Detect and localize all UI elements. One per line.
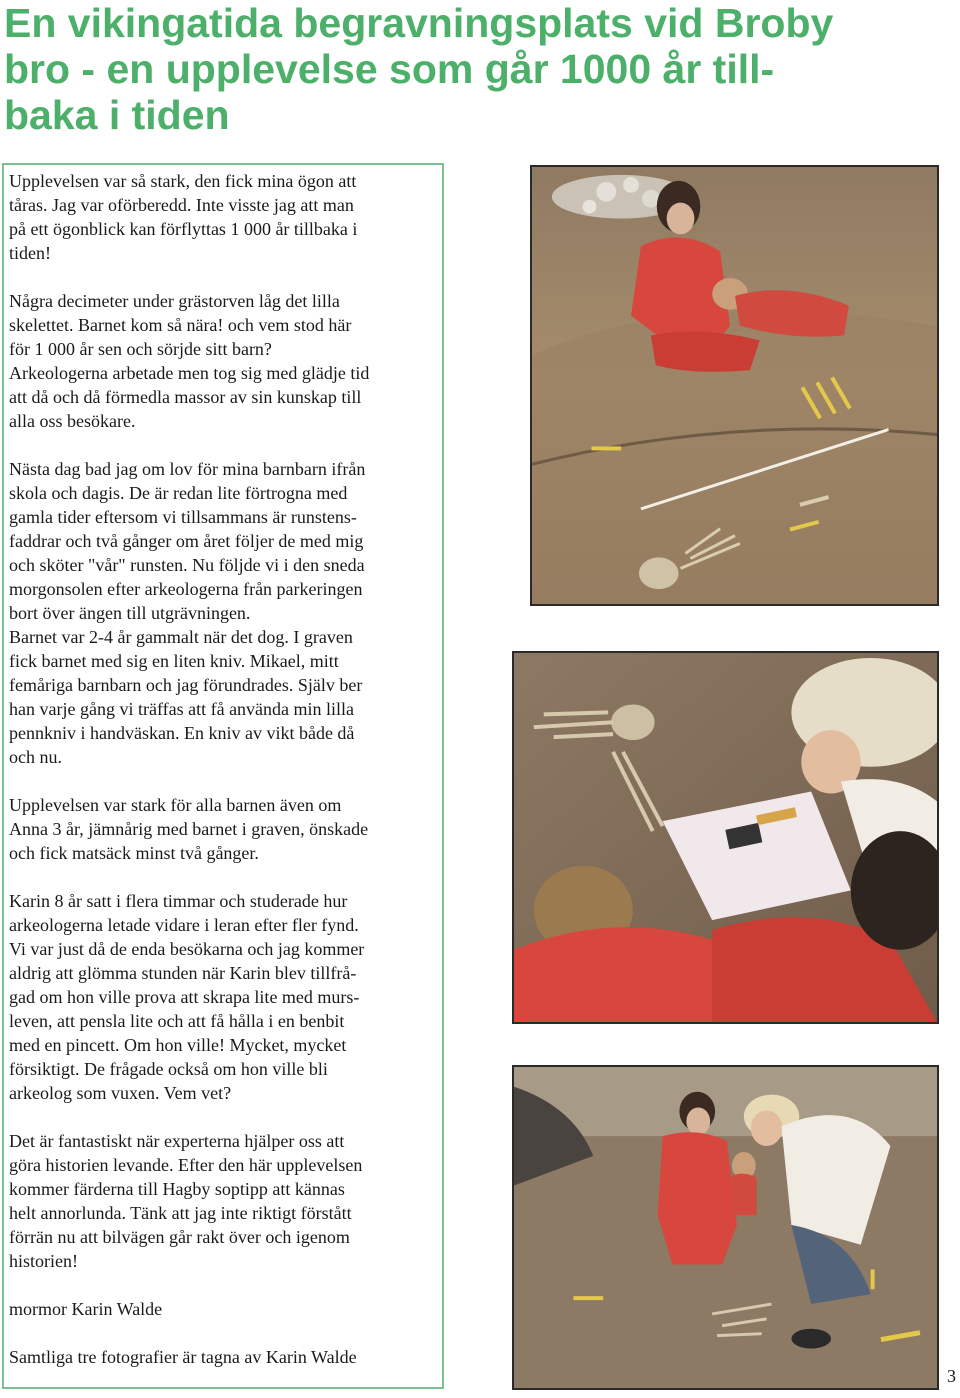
text-line: alla oss besökare. (9, 411, 136, 431)
text-line: gamla tider eftersom vi tillsammans är runstens- (9, 507, 357, 527)
text-line: arkeologerna letade vidare i leran efter fler fynd. (9, 915, 359, 935)
photo-girls-and-archaeologist (512, 1065, 939, 1390)
text-line: Karin 8 år satt i flera timmar och studerade hur (9, 891, 348, 911)
text-line: Vi var just då de enda besökarna och jag kommer (9, 939, 365, 959)
paragraph (9, 169, 439, 265)
text-line: tiden! (9, 243, 51, 263)
photo-image (514, 653, 937, 1022)
text-line: faddrar och två gånger om året följer de med mig (9, 531, 364, 551)
paragraph (9, 793, 439, 865)
title-line: baka i tiden (4, 92, 230, 138)
text-line: och fick matsäck minst två gånger. (9, 843, 259, 863)
photo-archaeologist-working (512, 651, 939, 1024)
photo-image (532, 167, 937, 604)
paragraph (9, 289, 439, 433)
paragraph (9, 889, 439, 1105)
photo-credit (9, 1345, 439, 1369)
text-line: Barnet var 2-4 år gammalt när det dog. I graven (9, 627, 353, 647)
text-line: pennkniv i handväskan. En kniv av vikt både då (9, 723, 355, 743)
text-line: morgonsolen efter arkeologerna från parkeringen (9, 579, 363, 599)
text-line: Anna 3 år, jämnårig med barnet i graven, önskade (9, 819, 369, 839)
paragraph (9, 457, 439, 769)
text-line: Samtliga tre fotografier är tagna av Karin Walde (9, 1347, 357, 1367)
text-line: Upplevelsen var stark för alla barnen även om (9, 795, 342, 815)
text-line: kommer färderna till Hagby soptipp att kännas (9, 1179, 345, 1199)
text-line: leven, att pensla lite och att få hålla i en benbit (9, 1011, 345, 1031)
text-line: historien! (9, 1251, 78, 1271)
text-line: på ett ögonblick kan förflyttas 1 000 år tillbaka i (9, 219, 358, 239)
title-line: En vikingatida begravningsplats vid Broby (4, 0, 834, 46)
text-line: mormor Karin Walde (9, 1299, 163, 1319)
text-line: Det är fantastiskt när experterna hjälper oss att (9, 1131, 345, 1151)
text-line: han varje gång vi träffas att få använda min lilla (9, 699, 355, 719)
title-line: bro - en upplevelse som går 1000 år till- (4, 46, 775, 92)
text-line: försiktigt. De frågade också om hon ville bli (9, 1059, 328, 1079)
text-line: Nästa dag bad jag om lov för mina barnbarn ifrån (9, 459, 366, 479)
text-line: att då och då förmedla massor av sin kunskap till (9, 387, 362, 407)
photo-image (514, 1067, 937, 1388)
article-body (9, 169, 439, 1393)
text-line: skelettet. Barnet kom så nära! och vem stod här (9, 315, 352, 335)
text-line: skola och dagis. De är redan lite förtrogna med (9, 483, 348, 503)
text-line: förrän nu att bilvägen går rakt över och igenom (9, 1227, 350, 1247)
text-line: Upplevelsen var så stark, den fick mina ögon att (9, 171, 357, 191)
text-line: för 1 000 år sen och sörjde sitt barn? (9, 339, 272, 359)
text-line: göra historien levande. Efter den här upplevelsen (9, 1155, 363, 1175)
text-line: arkeolog som vuxen. Vem vet? (9, 1083, 232, 1103)
text-line: fick barnet med sig en liten kniv. Mikael, mitt (9, 651, 339, 671)
text-line: med en pincett. Om hon ville! Mycket, mycket (9, 1035, 347, 1055)
text-line: helt annorlunda. Tänk att jag inte riktigt förstått (9, 1203, 352, 1223)
text-line: och nu. (9, 747, 62, 767)
text-line: aldrig att glömma stunden när Karin blev tillfrå- (9, 963, 357, 983)
article-title (4, 0, 954, 138)
signature (9, 1297, 439, 1321)
photo-children-at-grave (530, 165, 939, 606)
text-line: och sköter "vår" runsten. Nu följde vi i den sneda (9, 555, 365, 575)
page-number: 3 (947, 1366, 956, 1386)
text-line: gad om hon ville prova att skrapa lite med murs- (9, 987, 360, 1007)
paragraph (9, 1129, 439, 1273)
text-line: femåriga barnbarn och jag förundrades. Själv ber (9, 675, 363, 695)
text-line: tåras. Jag var oförberedd. Inte visste jag att man (9, 195, 354, 215)
text-line: Arkeologerna arbetade men tog sig med glädje tid (9, 363, 370, 383)
text-line: bort över ängen till utgrävningen. (9, 603, 251, 623)
text-line: Några decimeter under grästorven låg det lilla (9, 291, 340, 311)
